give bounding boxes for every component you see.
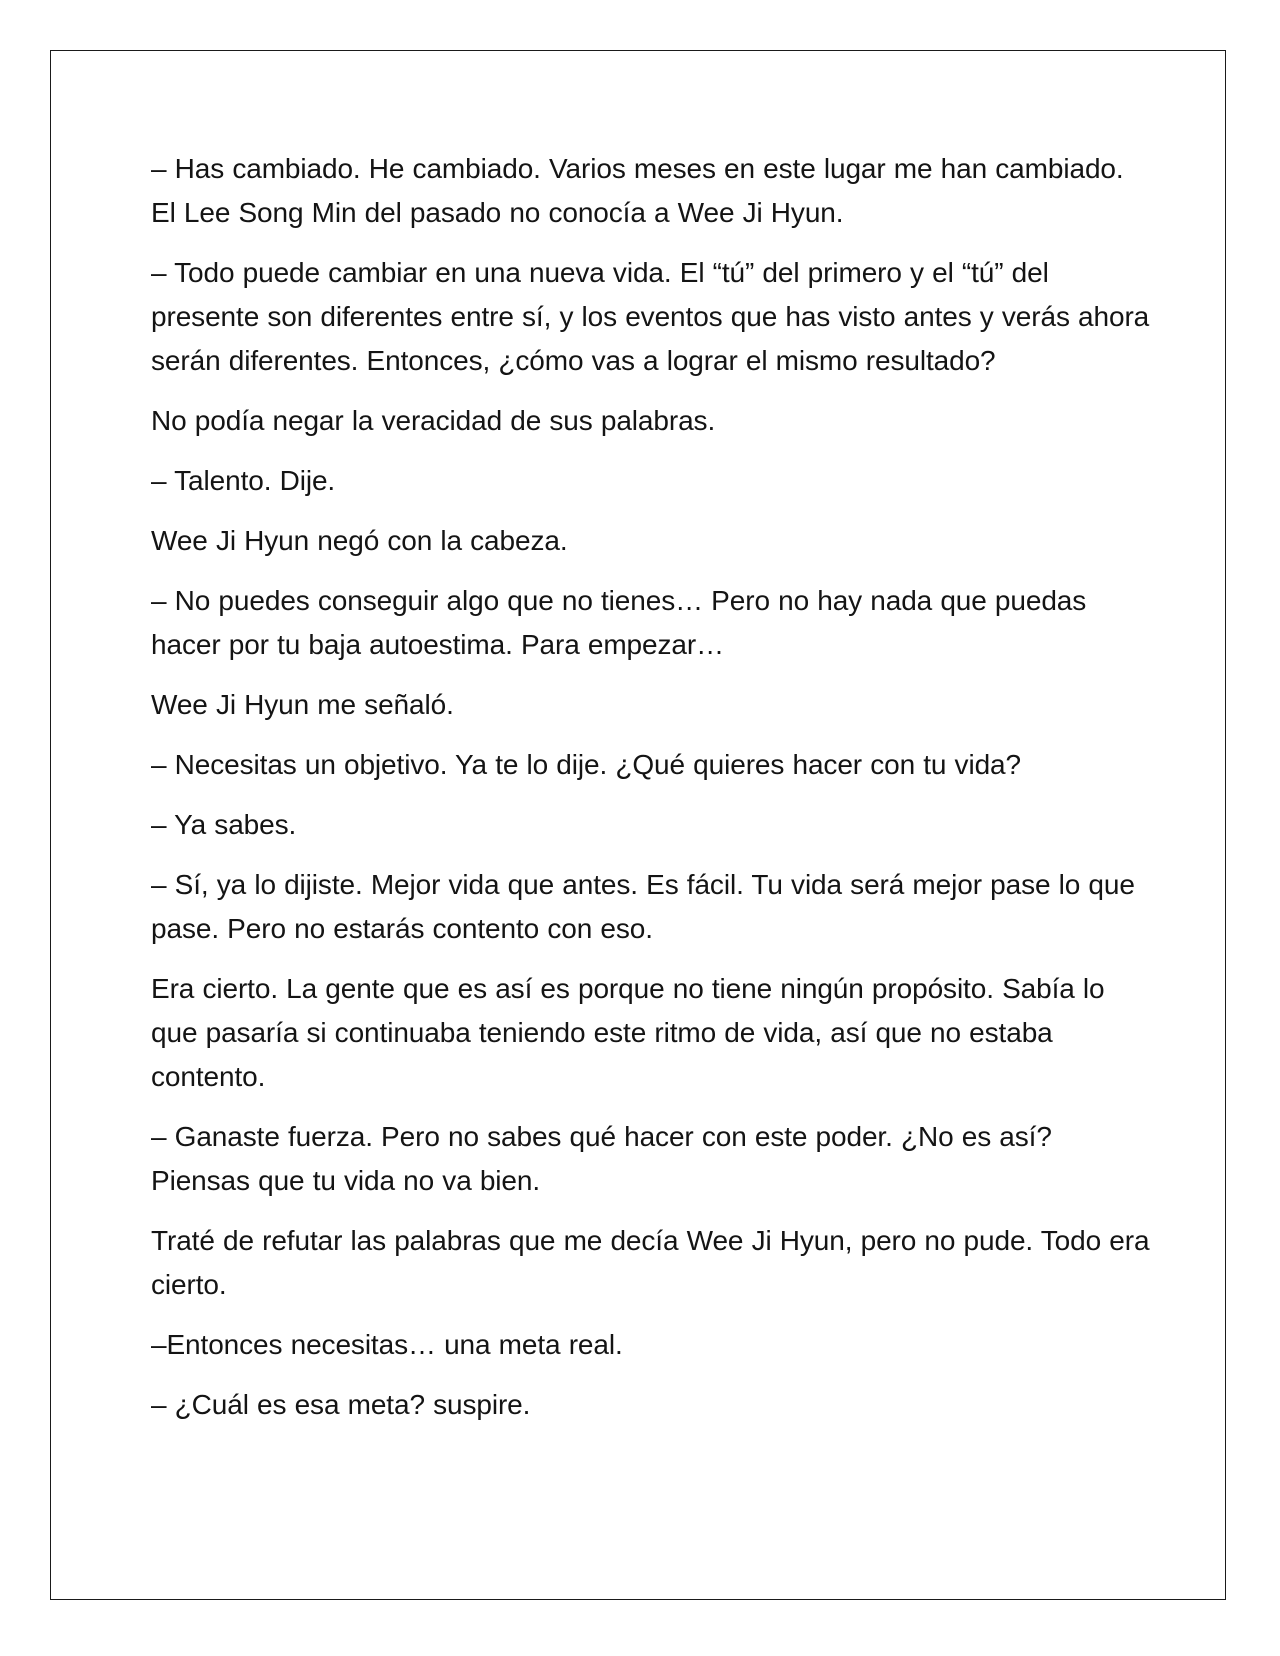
paragraph-14: –Entonces necesitas… una meta real.	[151, 1329, 623, 1360]
paragraph-13: Traté de refutar las palabras que me decía Wee Ji Hyun, pero no pude. Todo era cierto.	[151, 1225, 1150, 1300]
paragraph-15: – ¿Cuál es esa meta? suspire.	[151, 1389, 531, 1420]
paragraph-1: – Has cambiado. He cambiado. Varios meses en este lugar me han cambiado. El Lee Song Min del pasado no conocía a Wee Ji Hyun.	[151, 153, 1124, 228]
paragraph-7: Wee Ji Hyun me señaló.	[151, 689, 454, 720]
paragraph-11: Era cierto. La gente que es así es porque no tiene ningún propósito. Sabía lo que pasaría si continuaba teniendo este ritmo de vida, así que no estaba contento.	[151, 973, 1105, 1092]
paragraph-5: Wee Ji Hyun negó con la cabeza.	[151, 525, 568, 556]
paragraph-3: No podía negar la veracidad de sus palabras.	[151, 405, 716, 436]
paragraph-6: – No puedes conseguir algo que no tienes… Pero no hay nada que puedas hacer por tu baja autoestima. Para empezar…	[151, 585, 1087, 660]
paragraph-10: – Sí, ya lo dijiste. Mejor vida que antes. Es fácil. Tu vida será mejor pase lo que pase. Pero no estarás contento con eso.	[151, 869, 1135, 944]
page-frame	[50, 50, 1226, 1600]
paragraph-9: – Ya sabes.	[151, 809, 297, 840]
paragraph-2: – Todo puede cambiar en una nueva vida. El “tú” del primero y el “tú” del presente son diferentes entre sí, y los eventos que has visto antes y verás ahora serán diferentes. Entonces, ¿cómo vas a lograr el mismo resultado?	[151, 257, 1150, 376]
paragraph-4: – Talento. Dije.	[151, 465, 336, 496]
document-body	[151, 147, 1151, 1443]
paragraph-8: – Necesitas un objetivo. Ya te lo dije. ¿Qué quieres hacer con tu vida?	[151, 749, 1021, 780]
paragraph-12: – Ganaste fuerza. Pero no sabes qué hacer con este poder. ¿No es así? Piensas que tu vida no va bien.	[151, 1121, 1052, 1196]
